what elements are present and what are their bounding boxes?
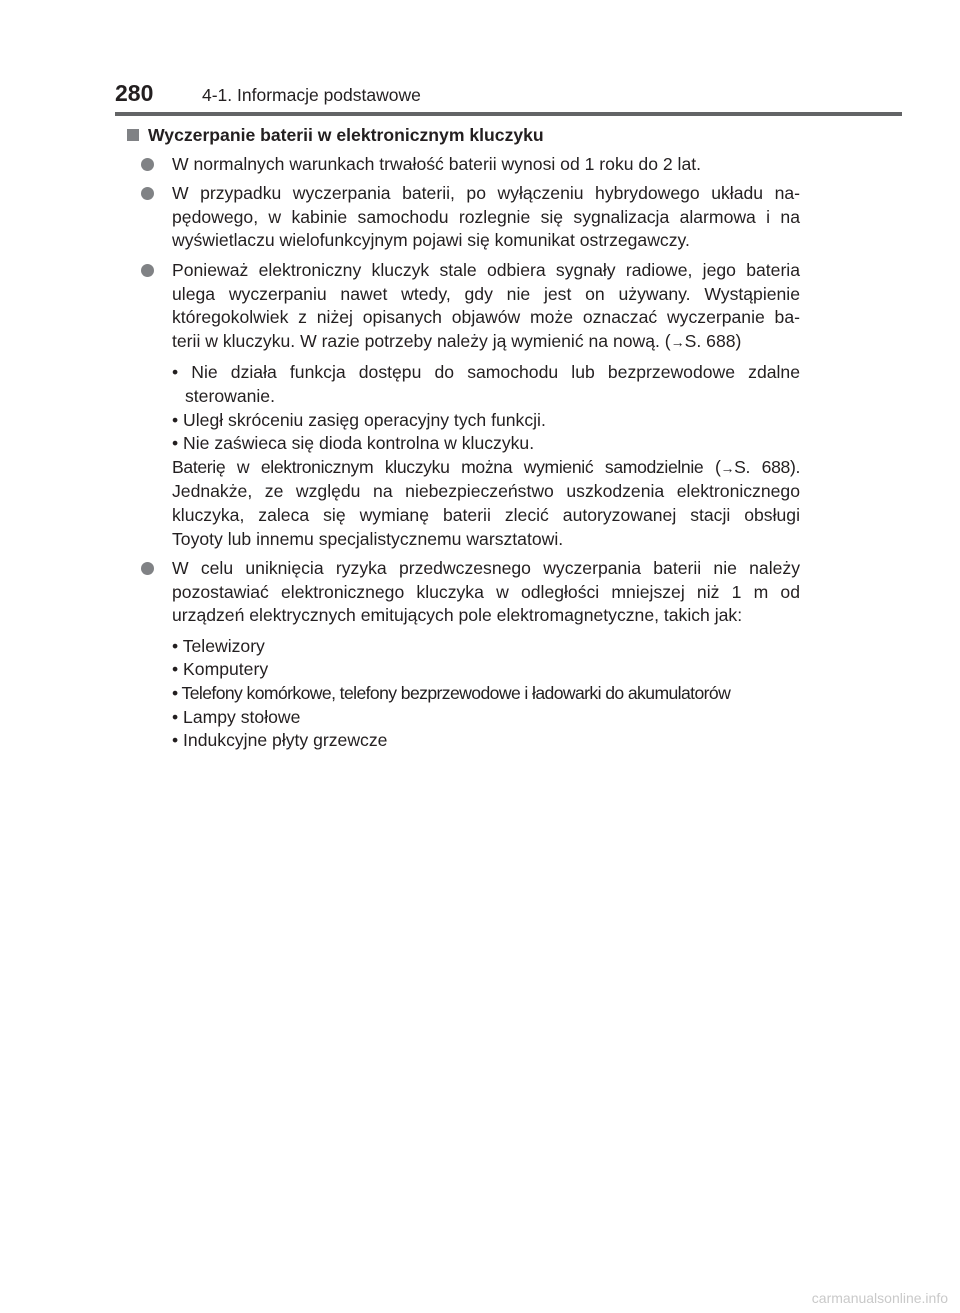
note-line: Toyoty lub innemu specjalistycznemu warsztatowi. [172, 528, 564, 549]
paragraph-line: W przypadku wyczerpania baterii, po wyłączeniu hybrydowego układu na- [172, 183, 800, 204]
watermark: carmanualsonline.info [811, 1290, 948, 1306]
circle-bullet-icon [141, 264, 154, 277]
note-text: Baterię w elektronicznym kluczyku można wymienić samodzielnie ( [172, 456, 721, 477]
bullet-line-continued: sterowanie. [185, 385, 275, 406]
list-item-battery-life [127, 153, 800, 177]
bullet-line: • Telewizory [172, 635, 265, 656]
circle-bullet-icon [141, 187, 154, 200]
note-line: kluczyka, zaleca się wymianę baterii zlecić autoryzowanej stacji obsługi [172, 504, 800, 525]
header-divider [115, 112, 902, 116]
section-heading [127, 124, 800, 148]
bullet-line: • Uległ skróceniu zasięg operacyjny tych funkcji. [172, 409, 546, 430]
page-content [127, 124, 800, 759]
list-item-radio-signals [127, 259, 800, 551]
page-reference: S. 688) [684, 330, 742, 351]
bullet-line: • Komputery [172, 659, 269, 680]
paragraph-line: wyświetlaczu wielofunkcyjnym pojawi się komunikat ostrzegawczy. [172, 230, 690, 251]
section-heading-text: Wyczerpanie baterii w elektronicznym kluczyku [148, 125, 544, 145]
paragraph-line [172, 330, 800, 355]
note-line [172, 456, 800, 481]
list-item-battery-depleted [127, 182, 800, 253]
page-number: 280 [115, 80, 154, 106]
symptom-list [172, 361, 800, 455]
section-title: 4-1. Informacje podstawowe [202, 85, 421, 105]
bullet-line: • Nie zaświeca się dioda kontrolna w kluczyku. [172, 433, 535, 454]
paragraph-line: Ponieważ elektroniczny kluczyk stale odbiera sygnały radiowe, jego bateria [172, 259, 800, 280]
paragraph-line: ulega wyczerpaniu nawet wtedy, gdy nie jest on używany. Wystąpienie [172, 283, 800, 304]
bullet-line: • Telefony komórkowe, telefony bezprzewodowe i ładowarki do akumulatorów [172, 683, 731, 704]
circle-bullet-icon [141, 158, 154, 171]
paragraph-line: W celu uniknięcia ryzyka przedwczesnego wyczerpania baterii nie należy [172, 558, 800, 579]
paragraph-line: pozostawiać elektronicznego kluczyka w odległości mniejszej niż 1 m od [172, 581, 800, 602]
arrow-right-icon: → [670, 333, 685, 350]
list-item-avoid-devices [127, 557, 800, 753]
page-reference: S. 688). [734, 456, 800, 477]
paragraph-line: W normalnych warunkach trwałość baterii wynosi od 1 roku do 2 lat. [172, 153, 702, 174]
bullet-line: • Indukcyjne płyty grzewcze [172, 730, 388, 751]
bullet-line: • Lampy stołowe [172, 706, 301, 727]
arrow-right-icon: → [720, 459, 735, 476]
paragraph-line: któregokolwiek z niżej opisanych objawów może oznaczać wyczerpanie ba- [172, 307, 800, 328]
note-line: Jednakże, ze względu na niebezpieczeństwo uszkodzenia elektronicznego [172, 481, 800, 502]
circle-bullet-icon [141, 562, 154, 575]
paragraph-text: terii w kluczyku. W razie potrzeby należy ją wymienić na nową. ( [172, 330, 671, 351]
paragraph-line: pędowego, w kabinie samochodu rozlegnie się sygnalizacja alarmowa i na [172, 206, 800, 227]
bullet-line: • Nie działa funkcja dostępu do samochodu lub bezprzewodowe zdalne [172, 362, 800, 383]
square-bullet-icon [127, 129, 139, 141]
page-header [0, 0, 960, 120]
paragraph-line: urządzeń elektrycznych emitujących pole elektromagnetyczne, takich jak: [172, 605, 743, 626]
device-list [172, 635, 800, 753]
